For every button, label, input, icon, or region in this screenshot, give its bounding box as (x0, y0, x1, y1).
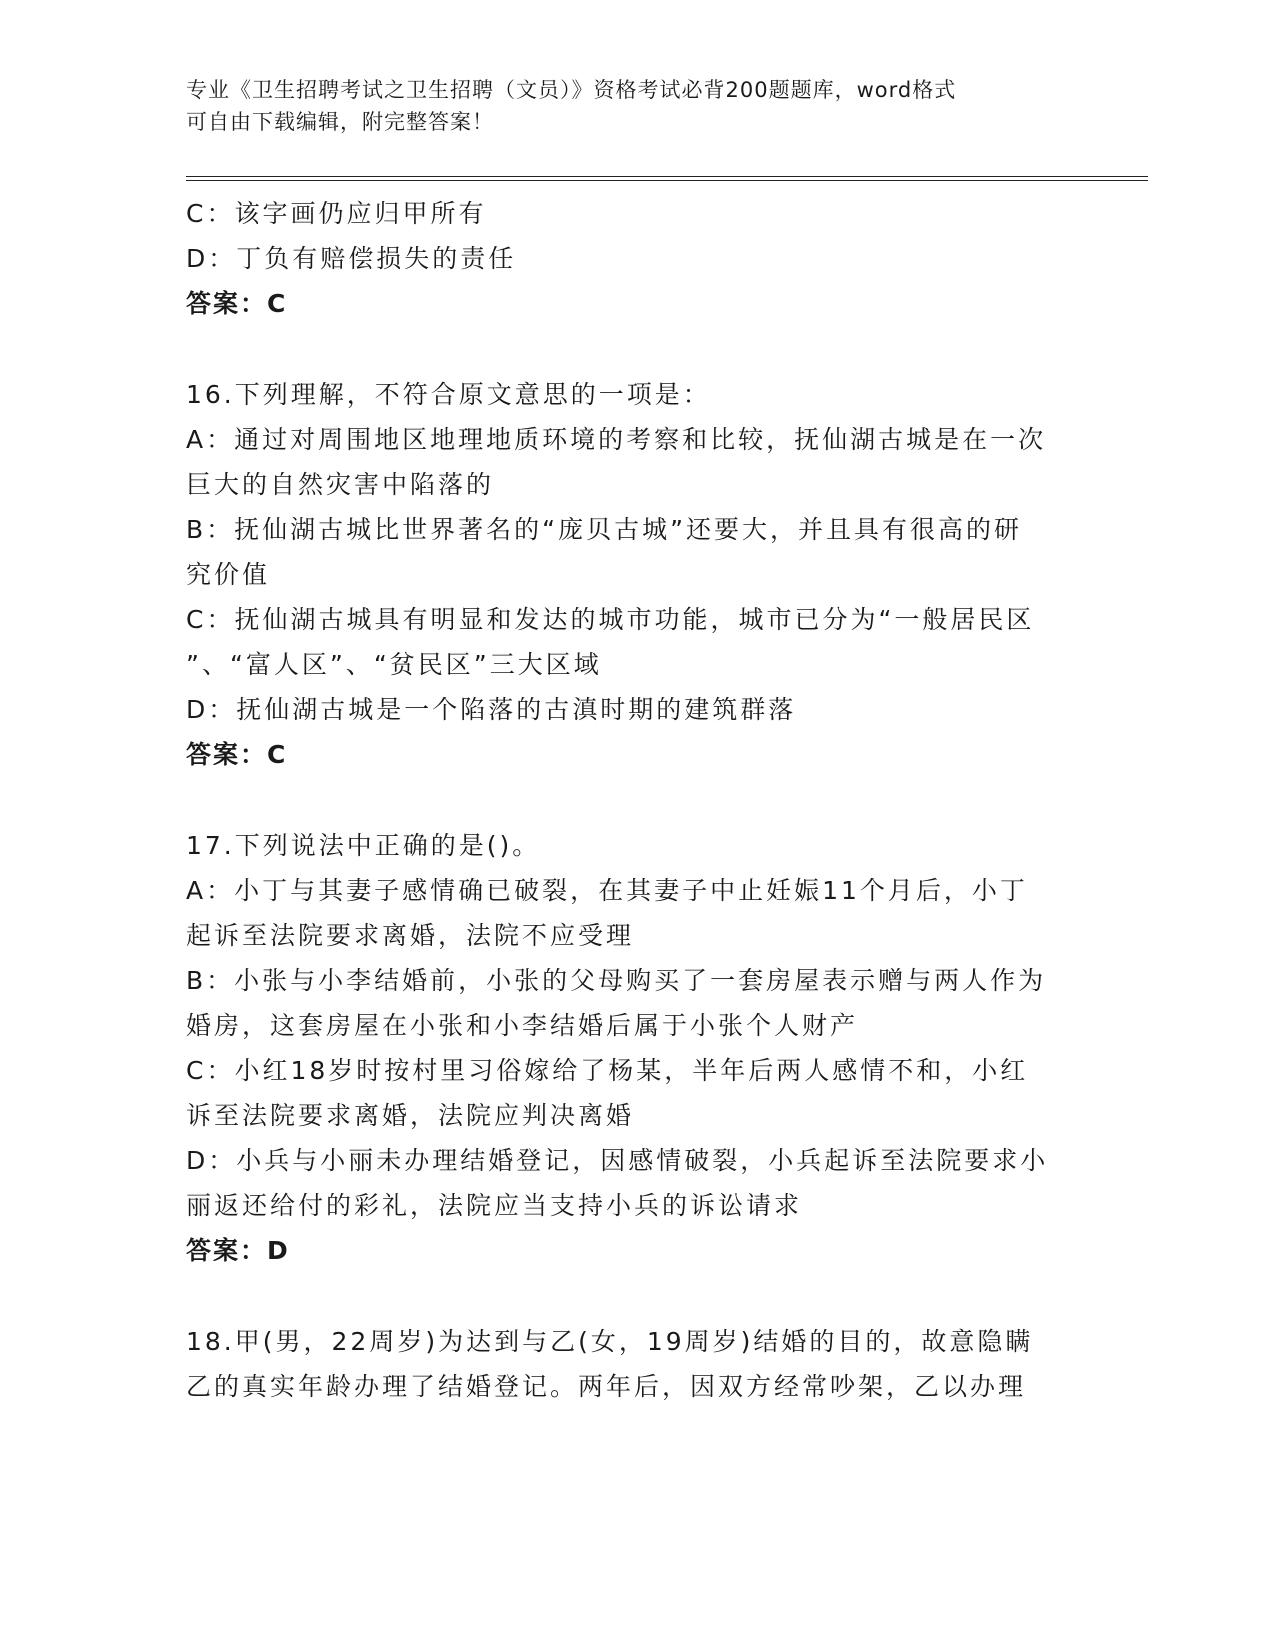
question-18 (186, 1319, 1086, 1409)
header-line-2: 可自由下载编辑，附完整答案！ (186, 110, 494, 134)
header-line-1: 专业《卫生招聘考试之卫生招聘（文员）》资格考试必背200题题库，word格式 (186, 78, 957, 102)
q16-option-c-line-1: C：抚仙湖古城具有明显和发达的城市功能，城市已分为“一般居民区 (186, 605, 1035, 634)
question-17 (186, 823, 1086, 1273)
q17-option-d-line-1: D：小兵与小丽未办理结婚登记，因感情破裂，小兵起诉至法院要求小 (186, 1146, 1049, 1175)
document-header (186, 74, 1086, 138)
q15-option-d: D：丁负有赔偿损失的责任 (186, 244, 517, 273)
q17-option-b-line-2: 婚房，这套房屋在小张和小李结婚后属于小张个人财产 (186, 1011, 859, 1040)
q16-option-a-line-2: 巨大的自然灾害中陷落的 (186, 470, 495, 499)
q18-stem-line-1: 18.甲(男，22周岁)为达到与乙(女，19周岁)结婚的目的，故意隐瞒 (186, 1327, 1034, 1356)
q16-option-b-line-2: 究价值 (186, 560, 271, 589)
question-list (186, 191, 1086, 1409)
q17-option-b-line-1: B：小张与小李结婚前，小张的父母购买了一套房屋表示赠与两人作为 (186, 966, 1047, 995)
q17-answer: 答案：D (186, 1236, 290, 1265)
q17-option-d-line-2: 丽返还给付的彩礼，法院应当支持小兵的诉讼请求 (186, 1191, 803, 1220)
q15-option-c: C：该字画仍应归甲所有 (186, 199, 487, 228)
spacer (186, 326, 1086, 372)
q17-option-a-line-2: 起诉至法院要求离婚，法院不应受理 (186, 921, 635, 950)
q18-stem-line-2: 乙的真实年龄办理了结婚登记。两年后，因双方经常吵架，乙以办理 (186, 1372, 1027, 1401)
question-15-tail (186, 191, 1086, 326)
q16-option-a-line-1: A：通过对周围地区地理地质环境的考察和比较，抚仙湖古城是在一次 (186, 425, 1047, 454)
q16-answer: 答案：C (186, 740, 288, 769)
spacer (186, 777, 1086, 823)
q16-option-c-line-2: ”、“富人区”、“贫民区”三大区域 (186, 650, 602, 679)
q17-stem: 17.下列说法中正确的是()。 (186, 831, 541, 860)
q16-option-d: D：抚仙湖古城是一个陷落的古滇时期的建筑群落 (186, 695, 797, 724)
q17-option-a-line-1: A：小丁与其妻子感情确已破裂，在其妻子中止妊娠11个月后，小丁 (186, 876, 1028, 905)
header-divider (186, 176, 1148, 181)
q17-option-c-line-1: C：小红18岁时按村里习俗嫁给了杨某，半年后两人感情不和，小红 (186, 1056, 1029, 1085)
q17-option-c-line-2: 诉至法院要求离婚，法院应判决离婚 (186, 1101, 635, 1130)
q16-stem: 16.下列理解，不符合原文意思的一项是： (186, 380, 711, 409)
q15-answer: 答案：C (186, 289, 288, 318)
spacer (186, 1273, 1086, 1319)
question-16 (186, 372, 1086, 777)
q16-option-b-line-1: B：抚仙湖古城比世界著名的“庞贝古城”还要大，并且具有很高的研 (186, 515, 1023, 544)
